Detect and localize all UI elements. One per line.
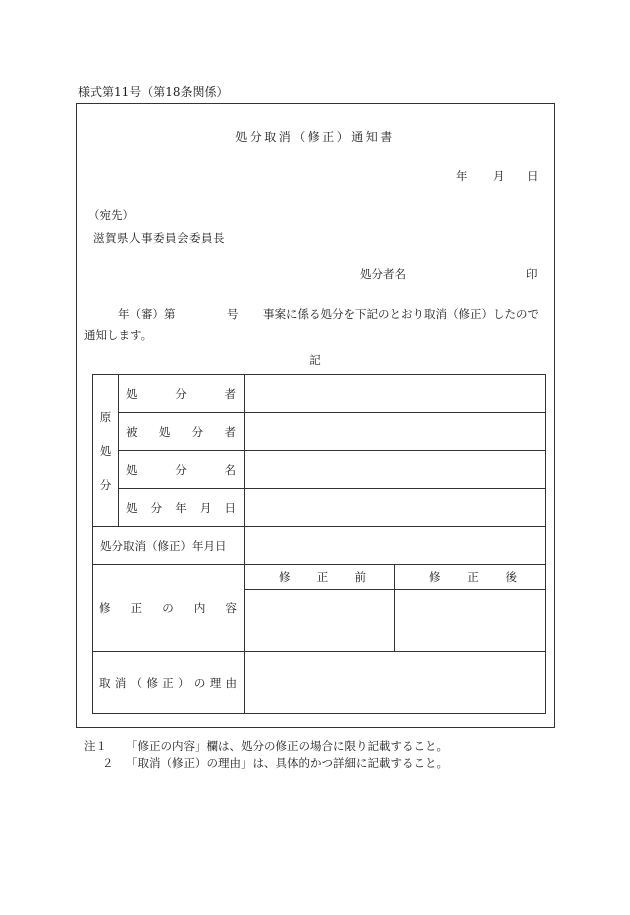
body-case-year: 年（審）第 [118,307,176,321]
original-disposition-label: 原 処 分 [93,375,119,527]
cancel-date-field[interactable] [245,527,546,565]
seal-mark: 印 [526,267,538,281]
disposed-person-label: 被 処 分 者 [119,413,245,451]
date-year: 年 [456,169,468,183]
disposer-label: 処 分 者 [119,375,245,413]
before-amendment-field[interactable] [245,590,395,652]
note-2-text: 「取消（修正）の理由」は、具体的かつ詳細に記載すること。 [126,756,448,770]
after-amendment-field[interactable] [395,590,546,652]
document-title: 処分取消（修正）通知書 [235,130,395,144]
ki-mark: 記 [309,353,321,367]
note-2 [84,755,448,772]
note-1 [84,738,448,755]
disposition-date-field[interactable] [245,489,546,527]
cancel-reason-label: 取 消 （ 修 正 ） の 理 由 [93,652,245,714]
addressee-label: （宛先） [88,208,134,222]
cancel-date-label: 処分取消（修正）年月日 [93,527,245,565]
before-amendment-header: 修 正 前 [245,565,395,590]
amendment-content-label: 修 正 の 内 容 [93,565,245,652]
body-case-number: 号 [227,307,239,321]
disposition-name-field[interactable] [245,451,546,489]
form-number: 様式第11号（第18条関係） [78,85,229,99]
body-text: 事案に係る処分を下記のとおり取消（修正）したので [263,307,539,321]
disposer-field[interactable] [245,375,546,413]
note-1-mark: 注１ [84,739,107,753]
after-amendment-header: 修 正 後 [395,565,546,590]
date-month: 月 [493,169,505,183]
disposed-person-field[interactable] [245,413,546,451]
disposition-date-label: 処 分 年 月 日 [119,489,245,527]
notes [84,738,448,772]
note-2-mark: ２ [102,756,114,770]
cancel-reason-field[interactable] [245,652,546,714]
disposition-name-label: 処 分 名 [119,451,245,489]
body-text-line2: 通知します。 [84,328,153,342]
issuer-name-label: 処分者名 [360,267,406,281]
date-day: 日 [527,169,539,183]
note-1-text: 「修正の内容」欄は、処分の修正の場合に限り記載すること。 [126,739,448,753]
disposition-table [92,374,546,714]
addressee-name: 滋賀県人事委員会委員長 [93,231,225,245]
